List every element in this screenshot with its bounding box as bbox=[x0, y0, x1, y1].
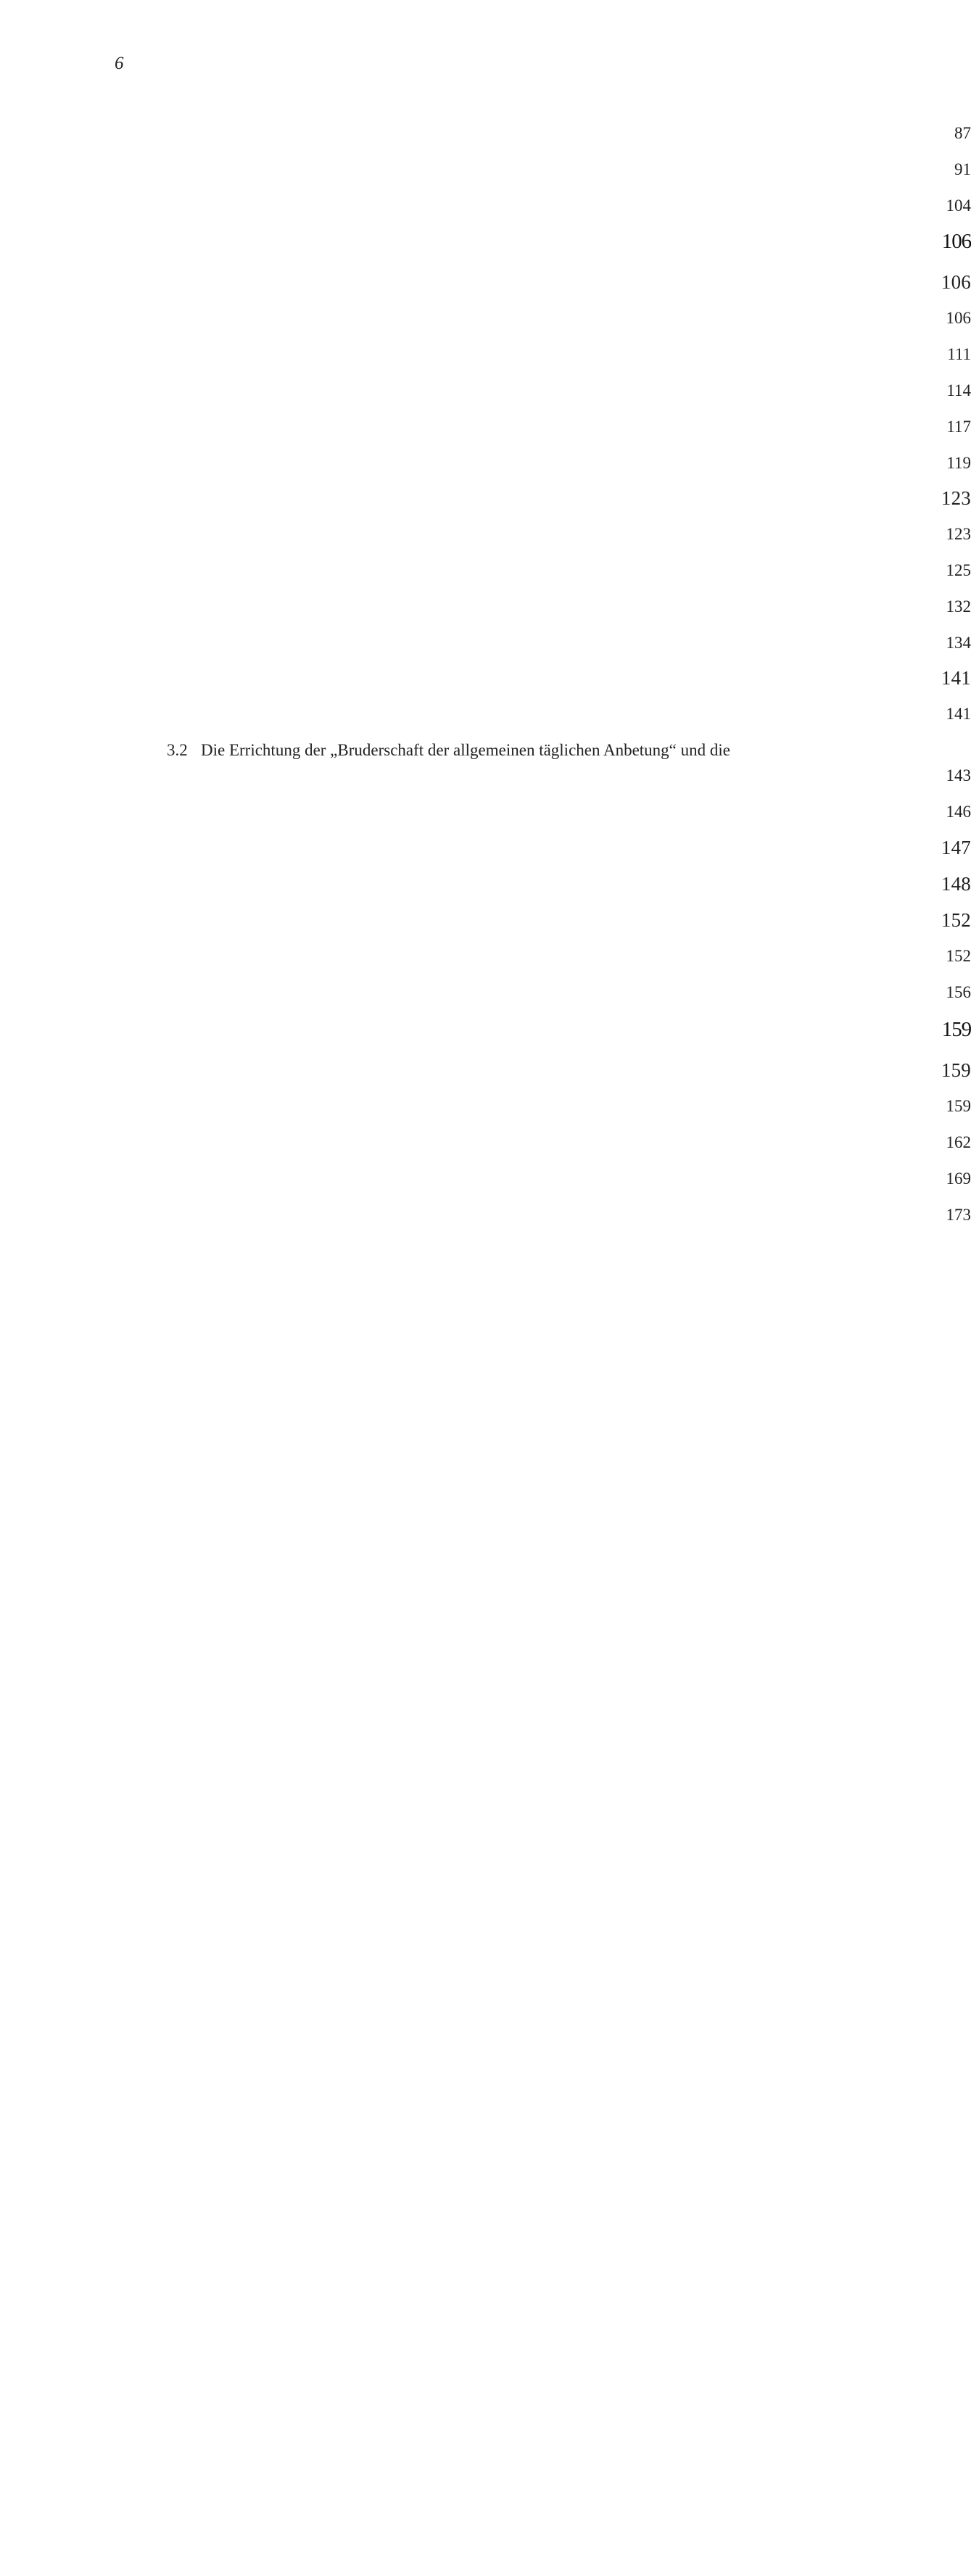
toc-entry-page: 106 bbox=[0, 309, 971, 1679]
toc-chapter-entry bbox=[0, 230, 971, 259]
toc-section-page: 148 bbox=[0, 873, 971, 2243]
toc-entry-page: 119 bbox=[0, 454, 971, 1824]
toc-section-entry bbox=[0, 487, 971, 513]
toc-section-page: 141 bbox=[0, 667, 971, 2037]
toc-entry-page: 162 bbox=[0, 1133, 971, 2503]
toc-section-page: 159 bbox=[0, 1059, 971, 2430]
toc-section-entry bbox=[0, 909, 971, 935]
toc-entry-page: 91 bbox=[0, 160, 971, 1531]
toc-entry bbox=[0, 309, 971, 334]
toc-entry bbox=[0, 983, 971, 1008]
toc-entry bbox=[0, 1206, 971, 1230]
toc-entry bbox=[0, 947, 971, 972]
toc-section-entry bbox=[0, 873, 971, 899]
toc-entry-page: 87 bbox=[0, 124, 971, 1494]
toc-entry bbox=[0, 561, 971, 586]
toc-chapter-entry bbox=[0, 1018, 971, 1047]
toc-entry-page: 125 bbox=[0, 561, 971, 1931]
toc-section-entry bbox=[0, 837, 971, 863]
toc-entry bbox=[0, 196, 971, 221]
toc-entry-page: 104 bbox=[0, 196, 971, 1567]
toc-entry bbox=[0, 1133, 971, 1158]
toc-entry bbox=[0, 124, 971, 149]
toc-chapter-page: 159 bbox=[0, 1018, 971, 2388]
toc-chapter-page: 106 bbox=[0, 230, 971, 1600]
toc-entry-page: 117 bbox=[0, 418, 971, 1788]
toc-entry bbox=[0, 345, 971, 370]
toc-entry-page: 159 bbox=[0, 1097, 971, 2467]
toc-section-entry bbox=[0, 271, 971, 297]
toc-entry bbox=[0, 634, 971, 658]
toc-section-page: 123 bbox=[0, 487, 971, 1858]
toc-section-entry bbox=[0, 667, 971, 693]
toc-section-page: 152 bbox=[0, 909, 971, 2279]
toc-entry bbox=[0, 741, 971, 793]
page-number: 6 bbox=[115, 54, 124, 73]
toc-section-page: 147 bbox=[0, 837, 971, 2207]
toc-entry-page: 134 bbox=[0, 634, 971, 2004]
toc-entry-page: 152 bbox=[0, 947, 971, 2317]
toc-entry-page: 173 bbox=[0, 1206, 971, 2576]
toc-section-entry bbox=[0, 1059, 971, 1085]
toc-entry bbox=[0, 381, 971, 406]
toc-entry-page: 143 bbox=[0, 766, 971, 2137]
toc-entry bbox=[0, 1097, 971, 1122]
toc-entry bbox=[0, 525, 971, 550]
toc-entry bbox=[0, 418, 971, 442]
toc-entry bbox=[0, 803, 971, 827]
toc-entry bbox=[0, 160, 971, 185]
toc-entry bbox=[0, 705, 971, 729]
toc-entry-title: Die Errichtung der „Bruderschaft der allgemeinen täglichen Anbetung“ und die bbox=[201, 741, 730, 759]
toc-entry-page: 141 bbox=[0, 705, 971, 2075]
toc-entry-page: 111 bbox=[0, 345, 971, 1715]
toc-section-page: 106 bbox=[0, 271, 971, 1641]
toc-entry-page: 123 bbox=[0, 525, 971, 1895]
toc-entry-number: 3.2 bbox=[167, 741, 188, 759]
toc-entry-page: 169 bbox=[0, 1169, 971, 2540]
toc-entry bbox=[0, 454, 971, 479]
toc-entry-page: 146 bbox=[0, 803, 971, 2173]
toc-entry bbox=[0, 597, 971, 622]
toc-entry-page: 156 bbox=[0, 983, 971, 2353]
toc-entry-page: 114 bbox=[0, 381, 971, 1752]
toc-entry bbox=[0, 1169, 971, 1194]
toc-entry-page: 132 bbox=[0, 597, 971, 1968]
